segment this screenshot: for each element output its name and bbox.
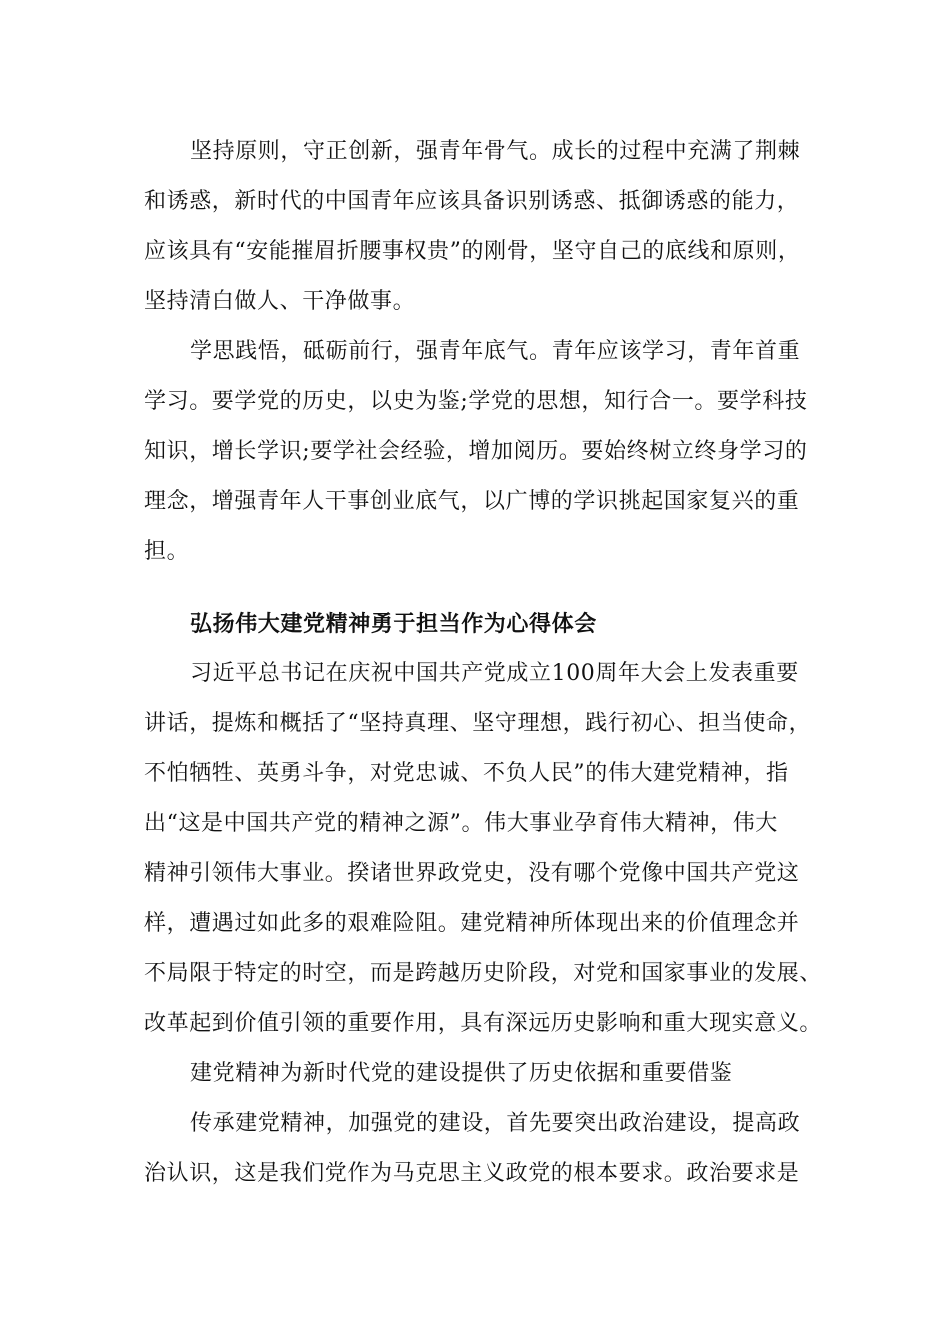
paragraph-line: 学思践悟，砥砺前行，强青年底气。青年应该学习，青年首重: [190, 339, 801, 364]
paragraph-line: 和诱惑，新时代的中国青年应该具备识别诱惑、抵御诱惑的能力，: [144, 189, 800, 214]
paragraph-line: 坚持原则，守正创新，强青年骨气。成长的过程中充满了荆棘: [190, 139, 801, 164]
paragraph-line: 不怕牺牲、英勇斗争，对党忠诚、不负人民”的伟大建党精神，指: [144, 761, 789, 786]
paragraph-line: 理念，增强青年人干事创业底气，以广博的学识挑起国家复兴的重: [144, 489, 800, 514]
paragraph-line: 治认识，这是我们党作为马克思主义政党的根本要求。政治要求是: [144, 1161, 800, 1186]
paragraph-line: 担。: [144, 539, 190, 564]
paragraph-line: 讲话，提炼和概括了“坚持真理、坚守理想，践行初心、担当使命，: [144, 711, 812, 736]
paragraph-line: 知识，增长学识;要学社会经验，增加阅历。要始终树立终身学习的: [144, 439, 808, 464]
paragraph-line: 坚持清白做人、干净做事。: [144, 289, 416, 314]
paragraph-line: 建党精神为新时代党的建设提供了历史依据和重要借鉴: [190, 1061, 733, 1086]
paragraph-line: 改革起到价值引领的重要作用，具有深远历史影响和重大现实意义。: [144, 1011, 823, 1036]
paragraph-line: 精神引领伟大事业。揆诸世界政党史，没有哪个党像中国共产党这: [144, 861, 800, 886]
paragraph-line: 不局限于特定的时空，而是跨越历史阶段，对党和国家事业的发展、: [144, 961, 823, 986]
paragraph-line: 习近平总书记在庆祝中国共产党成立100周年大会上发表重要: [190, 661, 799, 686]
section-heading: 弘扬伟大建党精神勇于担当作为心得体会: [190, 611, 597, 637]
paragraph-line: 出“这是中国共产党的精神之源”。伟大事业孕育伟大精神，伟大: [144, 811, 778, 836]
paragraph-line: 传承建党精神，加强党的建设，首先要突出政治建设，提高政: [190, 1111, 801, 1136]
paragraph-line: 学习。要学党的历史，以史为鉴;学党的思想，知行合一。要学科技: [144, 389, 808, 414]
paragraph-line: 样，遭遇过如此多的艰难险阻。建党精神所体现出来的价值理念并: [144, 911, 800, 936]
paragraph-line: 应该具有“安能摧眉折腰事权贵”的刚骨，坚守自己的底线和原则，: [144, 239, 801, 264]
